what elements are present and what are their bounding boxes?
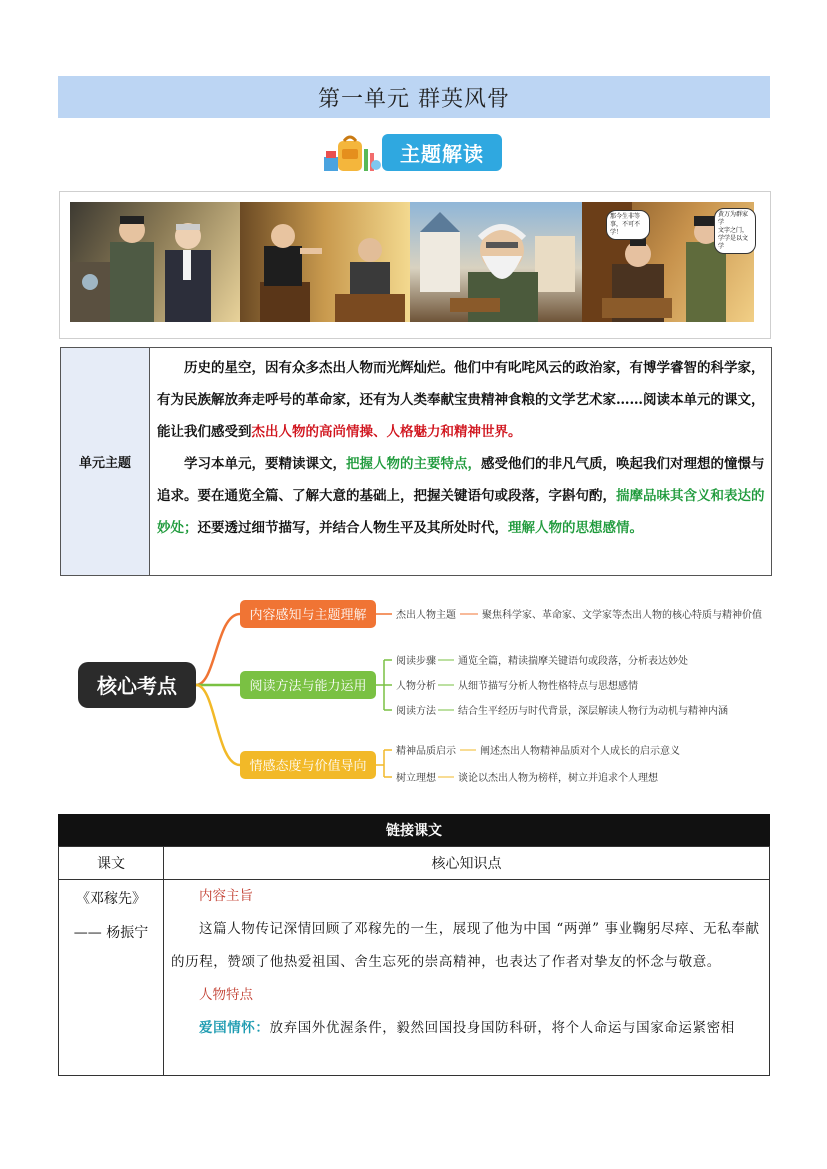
- unit-theme-p2-highlight-3: 理解人物的思想感情。: [508, 520, 643, 536]
- mindmap-connector-3: [196, 685, 240, 765]
- mindmap-root: 核心考点: [97, 674, 177, 698]
- unit-theme-p2-text-a: 学习本单元，要精读课文，: [184, 456, 346, 472]
- mindmap-branch-1: 内容感知与主题理解: [249, 608, 367, 623]
- column-header-key-points: 核心知识点: [164, 847, 769, 880]
- mindmap-leaf-2-3-key: 阅读方法: [396, 706, 436, 717]
- section-heading-character-traits: 人物特点: [199, 987, 253, 1003]
- mindmap-connector-1: [196, 614, 240, 685]
- mindmap-branch-2-link: [376, 660, 392, 710]
- linked-lessons-grid: [58, 846, 770, 1076]
- banner-panel-writer: [410, 202, 582, 322]
- unit-theme-p1-text: 历史的星空，因有众多杰出人物而光辉灿烂。他们中有叱咤风云的政治家，有博学睿智的科学家，有为民族解放奔走呼号的革命家，还有为人类奉献宝贵精神食粮的文学艺术家……阅读本单元的课文，能让我们感受到: [157, 360, 765, 440]
- mindmap-branch-2: 阅读方法与能力运用: [249, 679, 367, 694]
- mindmap-branch-3-link: [376, 750, 392, 777]
- speech-bubble-right-title: 黄万为群家学: [718, 211, 749, 226]
- theme-header-label: 主题解读: [382, 134, 502, 171]
- mindmap-leaf-1-1-key: 杰出人物主题: [396, 610, 456, 621]
- unit-theme-paragraph-2: [157, 448, 767, 544]
- theme-header: [318, 131, 508, 175]
- illustration-banner: [59, 191, 771, 339]
- unit-theme-p2-highlight-1: 把握人物的主要特点，: [346, 456, 481, 472]
- lesson-author: —— 杨振宁: [73, 925, 149, 941]
- page-title: 第一单元 群英风骨: [318, 86, 510, 112]
- banner-panel-scholars: [582, 202, 754, 322]
- unit-theme-label: 单元主题: [61, 348, 150, 575]
- trait-patriotism-text: 放弃国外优渥条件，毅然回国投身国防科研，将个人命运与国家命运紧密相: [269, 1020, 735, 1036]
- unit-theme-paragraph-1: [157, 352, 767, 448]
- mindmap-leaf-3-2-key: 树立理想: [396, 773, 436, 784]
- unit-theme-p2-highlight-2: 揣摩品味其含义和表达的妙处；: [157, 488, 765, 536]
- unit-theme-table: [60, 347, 772, 576]
- lesson-cell: [59, 880, 164, 1075]
- mindmap-leaf-3-2-value: 谈论以杰出人物为榜样，树立并追求个人理想: [458, 773, 658, 784]
- unit-theme-p2-text-b: 感受他们的非凡气质，唤起我们对理想的憧憬与追求。要在通览全篇、了解大意的基础上，把握关键语句或段落，字斟句酌，: [157, 456, 765, 504]
- unit-theme-text: [157, 352, 767, 544]
- mindmap-branch-3: 情感态度与价值导向: [249, 759, 367, 774]
- banner-image: [70, 202, 754, 322]
- mindmap-leaf-2-1-key: 阅读步骤: [396, 656, 436, 667]
- mindmap-leaf-2-2-value: 从细节描写分析人物性格特点与思想感情: [458, 681, 638, 692]
- key-points-cell: [171, 880, 765, 1045]
- trait-patriotism-label: 爱国情怀：: [199, 1020, 270, 1036]
- mindmap-leaf-3-1-value: 阐述杰出人物精神品质对个人成长的启示意义: [480, 746, 680, 757]
- speech-bubble-right-sub: 文字之门，学学是以文学: [718, 227, 749, 250]
- linked-lessons-table: [58, 814, 770, 1076]
- mindmap-leaf-2-2-key: 人物分析: [396, 681, 436, 692]
- unit-theme-p2-text-c: 还要透过细节描写，并结合人物生平及其所处时代，: [197, 520, 508, 536]
- page-title-band: [58, 76, 770, 118]
- linked-lessons-title: 链接课文: [58, 814, 770, 846]
- section-body-main-idea: 这篇人物传记深情回顾了邓稼先的一生，展现了他为中国 “两弹” 事业鞠躬尽瘁、无私奉献的历程，赞颂了他热爱祖国、舍生忘死的崇高精神，也表达了作者对挚友的怀念与敬意。: [171, 921, 760, 970]
- speech-bubble-left: 那今生非等事，不可不学！: [606, 210, 650, 240]
- mindmap-leaf-2-1-value: 通览全篇，精读揣摩关键语句或段落，分析表达妙处: [458, 656, 688, 667]
- mindmap-leaf-3-1-key: 精神品质启示: [396, 746, 456, 757]
- mindmap-leaf-1-1-value: 聚焦科学家、革命家、文学家等杰出人物的核心特质与精神价值: [482, 610, 762, 621]
- unit-theme-p1-highlight: 杰出人物的高尚情操、人格魅力和精神世界。: [251, 424, 522, 440]
- core-points-mindmap: [76, 592, 776, 792]
- banner-panel-speech: [240, 202, 410, 322]
- banner-panel-scientists: [70, 202, 240, 322]
- mindmap-leaf-2-3-value: 结合生平经历与时代背景，深层解读人物行为动机与精神内涵: [458, 706, 728, 717]
- speech-bubble-right: [714, 208, 756, 254]
- column-header-lesson: 课文: [59, 847, 164, 880]
- section-heading-main-idea: 内容主旨: [199, 888, 253, 904]
- trait-patriotism: [171, 1012, 765, 1045]
- school-supplies-icon: [320, 131, 382, 175]
- lesson-name: 《邓稼先》: [76, 891, 146, 907]
